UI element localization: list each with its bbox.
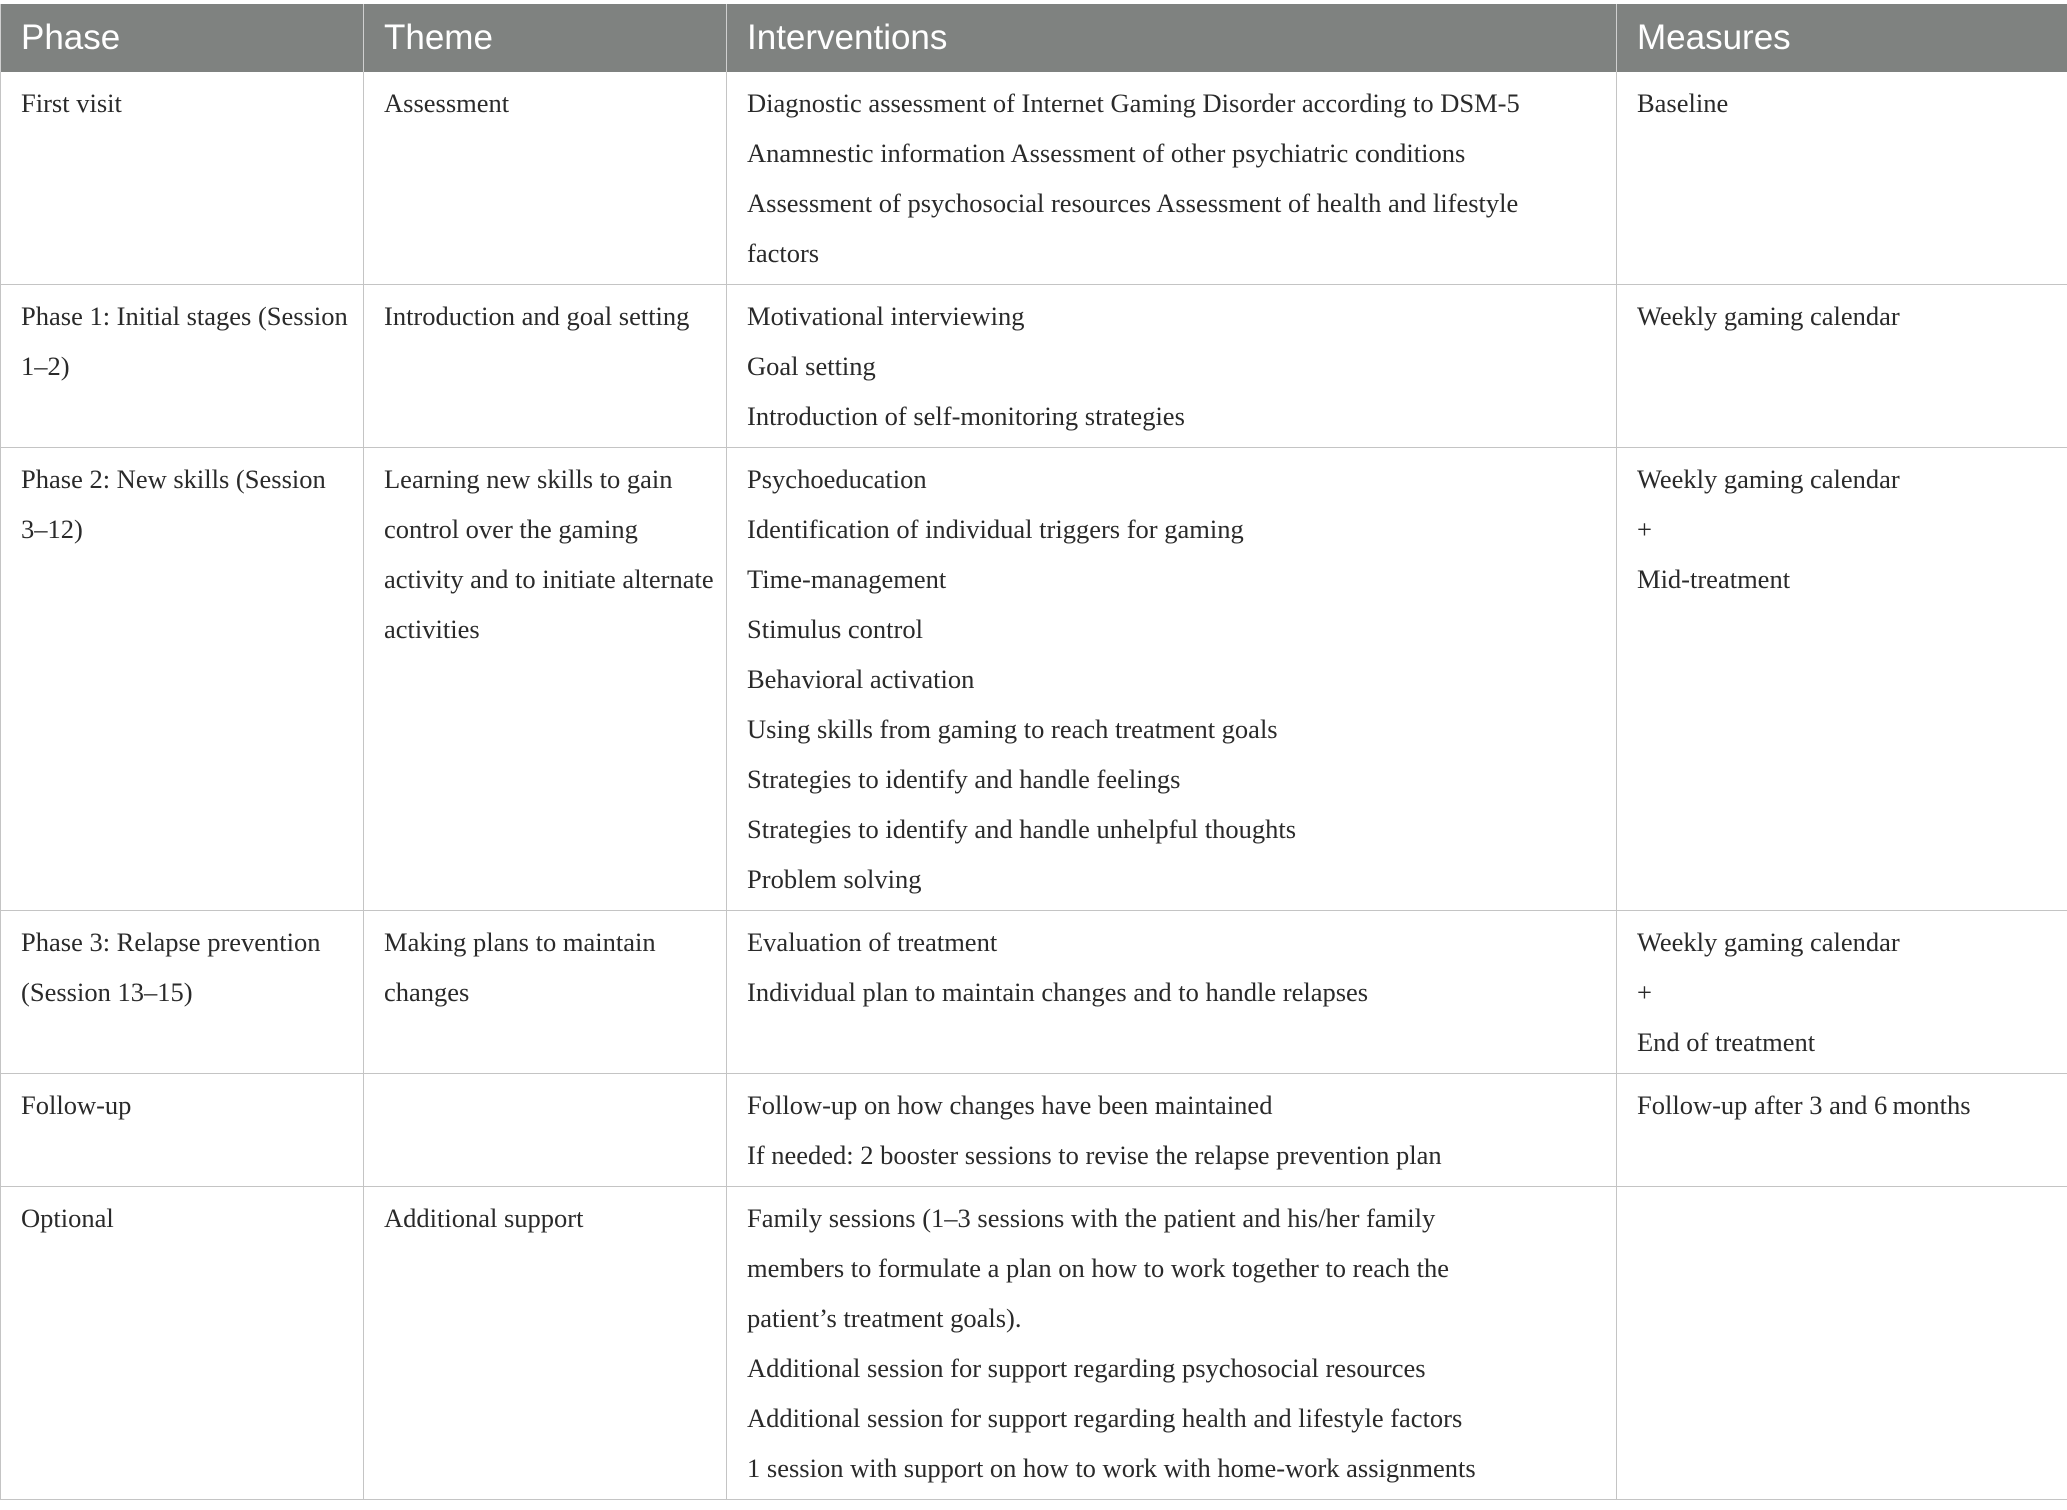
interventions-line: Identification of individual triggers for gaming	[747, 514, 1244, 544]
interventions-cell	[727, 911, 1617, 1074]
table-row-optional	[1, 1187, 2067, 1500]
theme-cell	[364, 911, 727, 1074]
phase-cell	[1, 911, 364, 1074]
phase-text: Follow-up	[21, 1090, 132, 1120]
header-measures: Measures	[1617, 4, 2067, 72]
measures-cell	[1617, 1187, 2067, 1500]
measures-line: Baseline	[1637, 88, 1729, 118]
header-phase: Phase	[1, 4, 364, 72]
measures-line: Weekly gaming calendar	[1637, 464, 1900, 494]
interventions-cell	[727, 285, 1617, 448]
treatment-table	[0, 4, 2067, 1500]
measures-cell	[1617, 72, 2067, 285]
measures-cell	[1617, 448, 2067, 911]
measures-line: End of treatment	[1637, 1027, 1816, 1057]
phase-cell	[1, 285, 364, 448]
interventions-line: factors	[747, 238, 820, 268]
theme-text: Learning new skills to gain control over the gaming activity and to initiate alternate activities	[384, 464, 714, 644]
interventions-cell	[727, 448, 1617, 911]
interventions-line: 1 session with support on how to work with home-work assignments	[747, 1453, 1476, 1483]
interventions-line: Family sessions (1–3 sessions with the patient and his/her family	[747, 1203, 1436, 1233]
interventions-line: Behavioral activation	[747, 664, 975, 694]
interventions-line: Psychoeducation	[747, 464, 927, 494]
measures-line: +	[1637, 514, 1652, 544]
interventions-line: Stimulus control	[747, 614, 923, 644]
measures-line: +	[1637, 977, 1652, 1007]
phase-cell	[1, 1074, 364, 1187]
interventions-line: Strategies to identify and handle feelings	[747, 764, 1181, 794]
interventions-line: Introduction of self-monitoring strategies	[747, 401, 1185, 431]
interventions-line: Time-management	[747, 564, 947, 594]
interventions-line: Goal setting	[747, 351, 876, 381]
measures-cell	[1617, 911, 2067, 1074]
interventions-line: Strategies to identify and handle unhelpful thoughts	[747, 814, 1297, 844]
theme-cell	[364, 448, 727, 911]
interventions-line: Motivational interviewing	[747, 301, 1025, 331]
theme-cell	[364, 1187, 727, 1500]
theme-cell	[364, 1074, 727, 1187]
theme-text: Making plans to maintain changes	[384, 927, 656, 1007]
phase-cell	[1, 1187, 364, 1500]
interventions-line: members to formulate a plan on how to work together to reach the	[747, 1253, 1450, 1283]
interventions-line: patient’s treatment goals).	[747, 1303, 1022, 1333]
table-body	[1, 72, 2067, 1500]
interventions-cell	[727, 1074, 1617, 1187]
theme-text: Additional support	[384, 1203, 584, 1233]
phase-cell	[1, 448, 364, 911]
interventions-line: Additional session for support regarding psychosocial resources	[747, 1353, 1426, 1383]
phase-text: Optional	[21, 1203, 114, 1233]
interventions-line: Follow-up on how changes have been maintained	[747, 1090, 1273, 1120]
phase-text: First visit	[21, 88, 122, 118]
interventions-line: Using skills from gaming to reach treatment goals	[747, 714, 1278, 744]
header-row	[1, 4, 2067, 72]
theme-cell	[364, 72, 727, 285]
measures-line: Follow-up after 3 and 6 months	[1637, 1090, 1971, 1120]
table-row-phase-1	[1, 285, 2067, 448]
table-row-follow-up	[1, 1074, 2067, 1187]
header-theme: Theme	[364, 4, 727, 72]
measures-line: Mid-treatment	[1637, 564, 1791, 594]
interventions-line: Assessment of psychosocial resources Assessment of health and lifestyle	[747, 188, 1519, 218]
measures-cell	[1617, 285, 2067, 448]
table-row-phase-3	[1, 911, 2067, 1074]
table-row-phase-2	[1, 448, 2067, 911]
interventions-line: Individual plan to maintain changes and to handle relapses	[747, 977, 1369, 1007]
interventions-line: If needed: 2 booster sessions to revise the relapse prevention plan	[747, 1140, 1442, 1170]
interventions-cell	[727, 1187, 1617, 1500]
measures-line: Weekly gaming calendar	[1637, 301, 1900, 331]
phase-text: Phase 3: Relapse prevention (Session 13–15)	[21, 927, 321, 1007]
interventions-line: Additional session for support regarding health and lifestyle factors	[747, 1403, 1463, 1433]
phase-text: Phase 2: New skills (Session 3–12)	[21, 464, 326, 544]
measures-line: Weekly gaming calendar	[1637, 927, 1900, 957]
theme-text: Introduction and goal setting	[384, 301, 690, 331]
interventions-line: Problem solving	[747, 864, 922, 894]
phase-cell	[1, 72, 364, 285]
measures-cell	[1617, 1074, 2067, 1187]
interventions-cell	[727, 72, 1617, 285]
interventions-line: Anamnestic information Assessment of other psychiatric conditions	[747, 138, 1466, 168]
interventions-line: Evaluation of treatment	[747, 927, 998, 957]
header-interventions: Interventions	[727, 4, 1617, 72]
theme-text: Assessment	[384, 88, 510, 118]
phase-text: Phase 1: Initial stages (Session 1–2)	[21, 301, 348, 381]
table-row-first-visit	[1, 72, 2067, 285]
interventions-line: Diagnostic assessment of Internet Gaming Disorder according to DSM-5	[747, 88, 1520, 118]
theme-cell	[364, 285, 727, 448]
